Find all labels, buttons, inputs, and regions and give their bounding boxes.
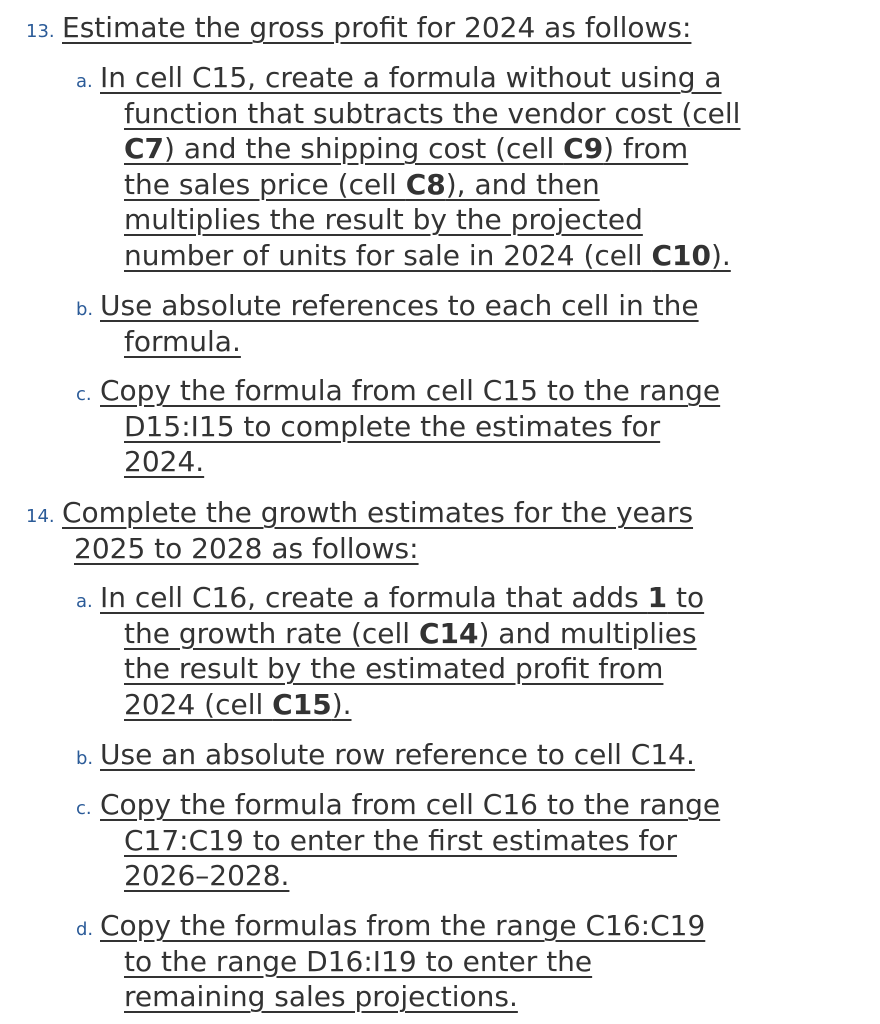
substep-letter: b.: [76, 299, 94, 320]
substep-line: In cell C16, create a formula that adds 1 to: [100, 581, 705, 614]
substep-letter: d.: [76, 919, 94, 940]
substep-line: to the range D16:I19 to enter the: [124, 944, 593, 978]
step-13: [26, 10, 866, 46]
substep-line: the result by the estimated profit from: [124, 652, 664, 685]
substep-13a: [76, 60, 856, 273]
substep-line: In cell C15, create a formula without using a: [100, 61, 722, 94]
substep-letter: a.: [76, 591, 93, 612]
substep-line: Copy the formulas from the range C16:C19: [100, 909, 706, 942]
substep-line: the growth rate (cell C14) and multiplies: [124, 616, 697, 650]
substep-line: C17:C19 to enter the first estimates for: [124, 823, 677, 857]
substep-line: Use absolute references to each cell in the: [100, 289, 699, 322]
substep-line: Use an absolute row reference to cell C14.: [100, 738, 695, 771]
substep-line: the sales price (cell C8), and then: [124, 167, 600, 201]
substep-letter: a.: [76, 71, 93, 92]
step-text: Estimate the gross profit for 2024 as follows:: [62, 11, 692, 44]
substep-line: Copy the formula from cell C15 to the range: [100, 374, 721, 407]
substep-line: 2024.: [124, 445, 205, 478]
step-line: 2025 to 2028 as follows:: [74, 531, 419, 565]
step-line: Complete the growth estimates for the years: [62, 496, 694, 529]
substep-line: function that subtracts the vendor cost (cell: [124, 96, 741, 130]
step-number: 14.: [26, 506, 55, 527]
substep-line: 2024 (cell C15).: [124, 687, 352, 721]
substep-line: formula.: [124, 324, 241, 358]
step-14: [26, 495, 866, 566]
substep-letter: c.: [76, 798, 92, 819]
substep-line: C7) and the shipping cost (cell C9) from: [124, 132, 689, 165]
substep-line: Copy the formula from cell C16 to the range: [100, 788, 721, 821]
step-number: 13.: [26, 21, 55, 42]
substep-13c: [76, 373, 856, 480]
substep-14b: [76, 737, 856, 773]
substep-line: number of units for sale in 2024 (cell C10).: [124, 238, 731, 272]
substep-line: multiplies the result by the projected: [124, 203, 643, 236]
substep-letter: b.: [76, 748, 94, 769]
substep-14a: [76, 580, 856, 722]
substep-letter: c.: [76, 384, 92, 405]
substep-line: 2026–2028.: [124, 859, 290, 892]
substep-14d: [76, 908, 856, 1015]
substep-line: D15:I15 to complete the estimates for: [124, 409, 661, 443]
substep-14c: [76, 787, 856, 894]
substep-line: remaining sales projections.: [124, 980, 518, 1013]
substep-13b: [76, 288, 856, 359]
